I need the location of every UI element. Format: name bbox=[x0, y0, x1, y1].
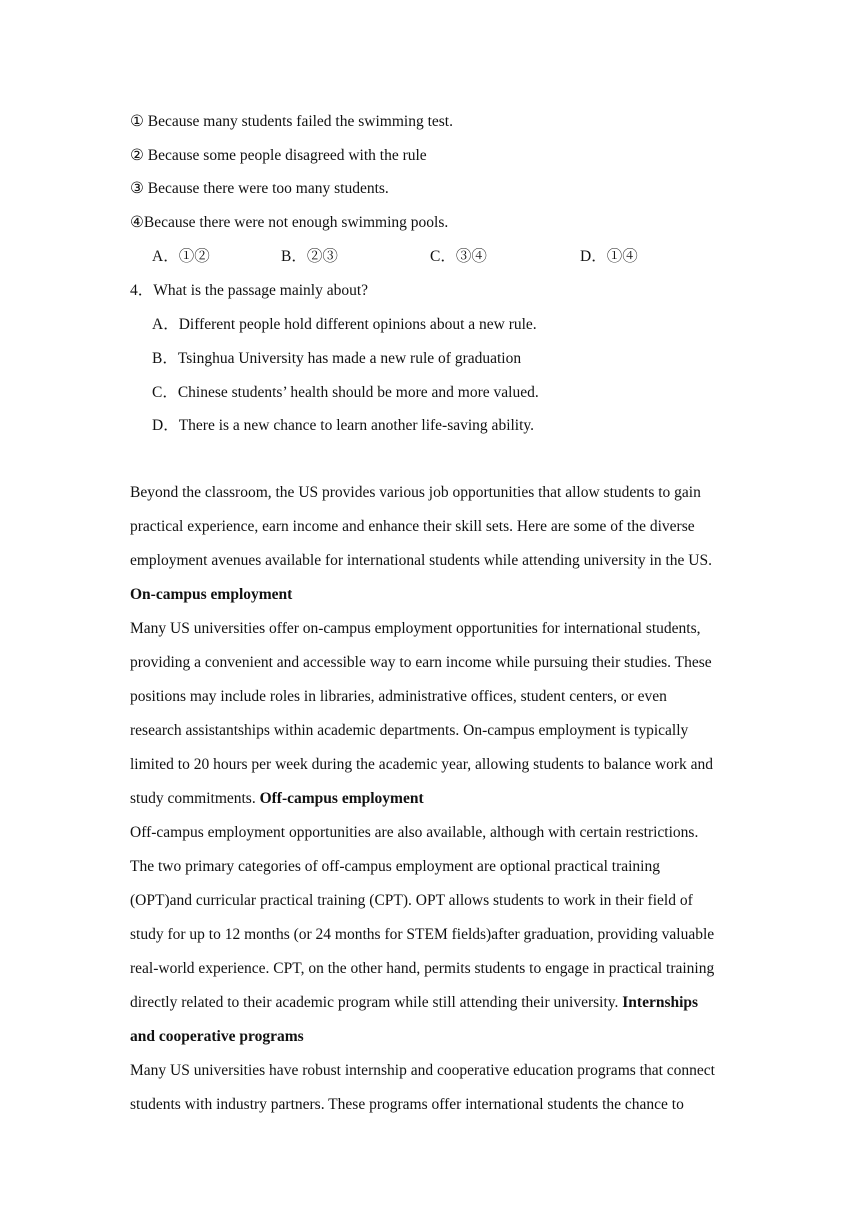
passage-line: The two primary categories of off-campus employment are optional practical training bbox=[130, 858, 660, 875]
passage-line: providing a convenient and accessible way to earn income while pursuing their studies. These bbox=[130, 654, 712, 671]
heading-internships: Internships bbox=[622, 994, 699, 1011]
q3-option-d: D．①④ bbox=[580, 248, 638, 265]
q3-option-b: B．②③ bbox=[281, 248, 338, 265]
passage-line: Many US universities have robust internship and cooperative education programs that connect bbox=[130, 1062, 715, 1079]
heading-on-campus: On-campus employment bbox=[130, 586, 293, 603]
passage-line: study commitments. bbox=[130, 790, 256, 807]
passage-line: research assistantships within academic departments. On-campus employment is typically bbox=[130, 722, 689, 739]
q4-option-b: B．Tsinghua University has made a new rule of graduation bbox=[152, 350, 522, 367]
q3-option-c: C．③④ bbox=[430, 248, 487, 265]
passage-line: (OPT)and curricular practical training (CPT). OPT allows students to work in their field of bbox=[130, 892, 693, 909]
passage-line: students with industry partners. These programs offer international students the chance to bbox=[130, 1096, 684, 1113]
passage-line: real-world experience. CPT, on the other hand, permits students to engage in practical training bbox=[130, 960, 715, 977]
passage-line: study for up to 12 months (or 24 months for STEM fields)after graduation, providing valuable bbox=[130, 926, 715, 943]
passage-line: positions may include roles in libraries, administrative offices, student centers, or even bbox=[130, 688, 667, 705]
passage-line: Many US universities offer on-campus employment opportunities for international students, bbox=[130, 620, 701, 637]
q4-option-c: C．Chinese students’ health should be more and more valued. bbox=[152, 384, 539, 401]
reason-2: ② Because some people disagreed with the rule bbox=[130, 147, 427, 164]
passage-line: directly related to their academic program while still attending their university. bbox=[130, 994, 619, 1011]
passage-line: employment avenues available for international students while attending university in the US. bbox=[130, 552, 712, 569]
q3-option-a: A．①② bbox=[152, 248, 210, 265]
q4-option-d: D．There is a new chance to learn another life-saving ability. bbox=[152, 417, 535, 434]
reason-1: ① Because many students failed the swimming test. bbox=[130, 113, 453, 130]
reason-4: ④Because there were not enough swimming pools. bbox=[130, 214, 449, 231]
passage-line: Beyond the classroom, the US provides various job opportunities that allow students to gain bbox=[130, 484, 701, 501]
passage bbox=[130, 476, 735, 1122]
heading-internships-cont: and cooperative programs bbox=[130, 1028, 304, 1045]
passage-line: Off-campus employment opportunities are also available, although with certain restrictions. bbox=[130, 824, 699, 841]
passage-line: practical experience, earn income and enhance their skill sets. Here are some of the diverse bbox=[130, 518, 695, 535]
reason-3: ③ Because there were too many students. bbox=[130, 180, 389, 197]
passage-line: limited to 20 hours per week during the academic year, allowing students to balance work and bbox=[130, 756, 714, 773]
heading-off-campus: Off-campus employment bbox=[259, 790, 424, 807]
q4-stem: 4．What is the passage mainly about? bbox=[130, 282, 369, 299]
q4-option-a: A．Different people hold different opinions about a new rule. bbox=[152, 316, 537, 333]
